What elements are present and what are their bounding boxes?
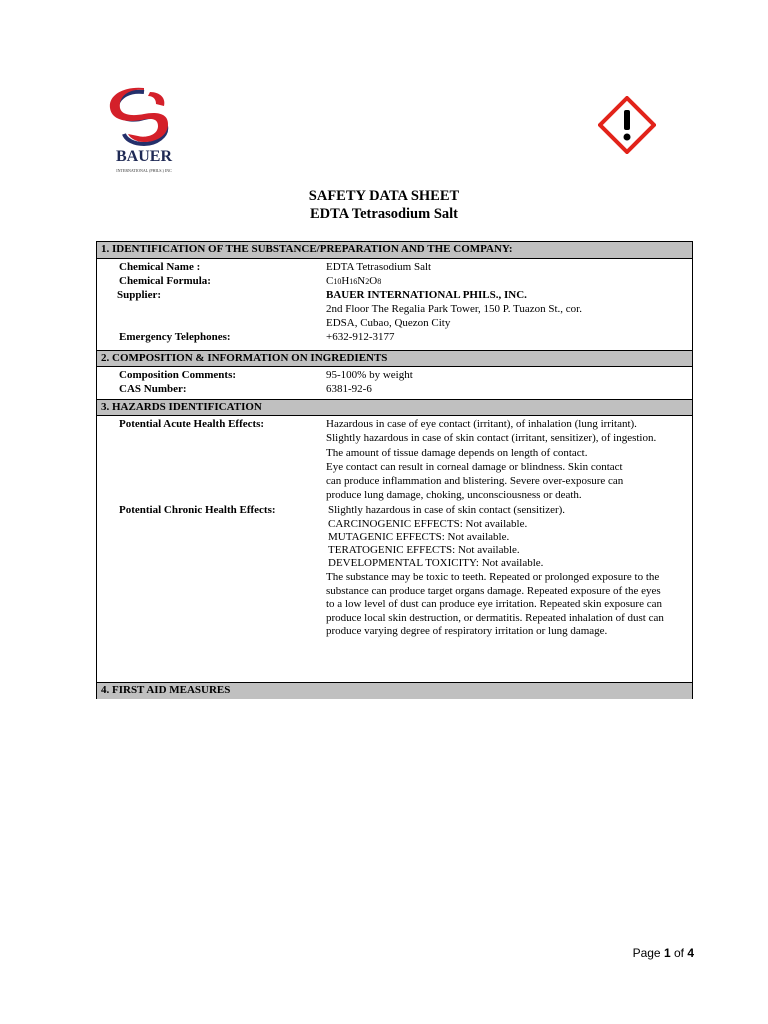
document-title: SAFETY DATA SHEET xyxy=(308,188,460,204)
acute-effect-line: produce lung damage, choking, unconsciousness or death. xyxy=(326,489,582,501)
page-of: of xyxy=(670,946,688,960)
chronic-effect-line: TERATOGENIC EFFECTS: Not available. xyxy=(328,544,520,556)
formula-element-n: N xyxy=(357,275,366,287)
formula-subscript: 10 xyxy=(333,277,342,286)
composition-comments-label: Composition Comments: xyxy=(119,369,237,381)
chronic-effects-paragraph: The substance may be toxic to teeth. Repeated or prolonged exposure to the substance can produce target organs damage. Repeated exposure of the eyes to a low level of dust can produce eye irritation. Repeated skin exposure can produce local skin destruction, or dermatitis. Repeated inhalation of dust can produce varying degree of respiratory irritation or lung damage. xyxy=(326,571,664,637)
chronic-health-effects-label: Potential Chronic Health Effects: xyxy=(119,504,276,516)
company-logo xyxy=(104,86,184,176)
page-prefix: Page xyxy=(632,946,664,960)
acute-health-effects-label: Potential Acute Health Effects: xyxy=(119,418,265,430)
document-subtitle: EDTA Tetrasodium Salt xyxy=(310,206,458,222)
hazard-exclamation-icon xyxy=(598,96,656,154)
section-4-heading: 4. FIRST AID MEASURES xyxy=(97,682,692,699)
acute-effect-line: Eye contact can result in corneal damage or blindness. Skin contact xyxy=(326,461,623,473)
formula-element-o: O xyxy=(369,275,378,287)
section-2-heading: 2. COMPOSITION & INFORMATION ON INGREDIENTS xyxy=(97,350,692,367)
chemical-formula-label: Chemical Formula: xyxy=(119,275,211,287)
sds-table xyxy=(96,241,693,699)
total-pages: 4 xyxy=(687,946,694,960)
emergency-telephones-value: +632-912-3177 xyxy=(326,331,395,343)
chronic-effect-line: DEVELOPMENTAL TOXICITY: Not available. xyxy=(328,557,544,569)
bauer-logo-mark xyxy=(104,86,184,150)
supplier-address-line-1: 2nd Floor The Regalia Park Tower, 150 P. Tuazon St., cor. xyxy=(326,303,582,315)
chronic-effect-line: MUTAGENIC EFFECTS: Not available. xyxy=(328,531,510,543)
acute-effect-line: Slightly hazardous in case of skin contact (irritant, sensitizer), of ingestion. xyxy=(326,432,657,444)
supplier-name: BAUER INTERNATIONAL PHILS., INC. xyxy=(326,289,527,301)
cas-number-value: 6381-92-6 xyxy=(326,383,372,395)
formula-subscript: 8 xyxy=(377,277,382,286)
acute-effect-line: can produce inflammation and blistering. Severe over-exposure can xyxy=(326,475,624,487)
supplier-address-line-2: EDSA, Cubao, Quezon City xyxy=(326,317,451,329)
current-page: 1 xyxy=(663,946,671,960)
page-number xyxy=(633,946,694,960)
chemical-name-label: Chemical Name : xyxy=(119,261,201,273)
formula-element-c: C xyxy=(326,275,334,287)
formula-subscript: 2 xyxy=(365,277,370,286)
supplier-label: Supplier: xyxy=(117,289,162,301)
logo-subtitle: INTERNATIONAL (PHILS.) INC xyxy=(116,168,172,173)
section-3-heading: 3. HAZARDS IDENTIFICATION xyxy=(97,399,692,416)
logo-wordmark: BAUER xyxy=(115,148,172,165)
chronic-effect-line: CARCINOGENIC EFFECTS: Not available. xyxy=(328,518,528,530)
formula-subscript: 16 xyxy=(349,277,358,286)
chronic-effect-line: Slightly hazardous in case of skin contact (sensitizer). xyxy=(328,504,566,516)
chemical-name-value: EDTA Tetrasodium Salt xyxy=(326,261,432,273)
composition-comments-value: 95-100% by weight xyxy=(326,369,413,381)
chemical-formula-value xyxy=(326,275,381,288)
acute-effect-line: The amount of tissue damage depends on length of contact. xyxy=(326,447,588,459)
formula-element-h: H xyxy=(341,275,350,287)
emergency-telephones-label: Emergency Telephones: xyxy=(119,331,231,343)
acute-effect-line: Hazardous in case of eye contact (irritant), of inhalation (lung irritant). xyxy=(326,418,637,430)
cas-number-label: CAS Number: xyxy=(119,383,187,395)
section-1-heading: 1. IDENTIFICATION OF THE SUBSTANCE/PREPARATION AND THE COMPANY: xyxy=(97,242,692,259)
